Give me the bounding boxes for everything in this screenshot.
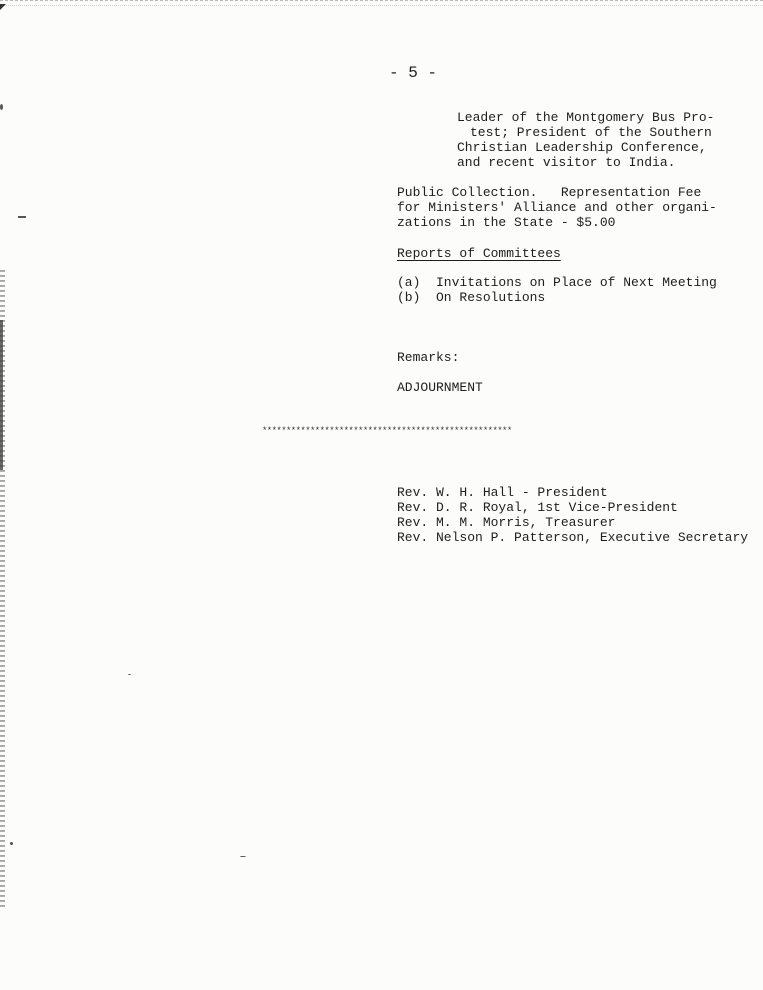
committees-heading: Reports of Committees	[397, 246, 561, 261]
collection-line: zations in the State - $5.00	[397, 215, 616, 230]
collection-line: for Ministers' Alliance and other organi-	[397, 200, 717, 215]
scan-speck	[18, 216, 26, 218]
scan-corner-mark	[0, 4, 6, 10]
biography-line: and recent visitor to India.	[457, 155, 676, 170]
scan-top-edge	[0, 0, 763, 6]
remarks-label: Remarks:	[397, 350, 460, 365]
scan-speck	[240, 856, 246, 857]
officer-line: Rev. W. H. Hall - President	[397, 485, 608, 500]
scan-speck	[10, 842, 13, 845]
officer-line: Rev. D. R. Royal, 1st Vice-President	[397, 500, 678, 515]
scan-speck	[128, 674, 131, 675]
biography-line: test; President of the Southern	[470, 125, 712, 140]
officer-line: Rev. Nelson P. Patterson, Executive Secretary	[397, 530, 749, 545]
committee-item: (b) On Resolutions	[397, 290, 546, 305]
adjournment-heading: ADJOURNMENT	[397, 380, 483, 395]
scan-speck	[0, 104, 3, 110]
collection-line: Public Collection. Representation Fee	[397, 185, 702, 200]
biography-line: Leader of the Montgomery Bus Pro-	[457, 110, 715, 125]
biography-line: Christian Leadership Conference,	[457, 140, 707, 155]
scan-left-edge-dark	[0, 320, 3, 470]
committee-item: (a) Invitations on Place of Next Meeting	[397, 275, 717, 290]
page-number: - 5 -	[389, 64, 438, 82]
officer-line: Rev. M. M. Morris, Treasurer	[397, 515, 616, 530]
separator-line: ****************************************************	[262, 426, 512, 436]
